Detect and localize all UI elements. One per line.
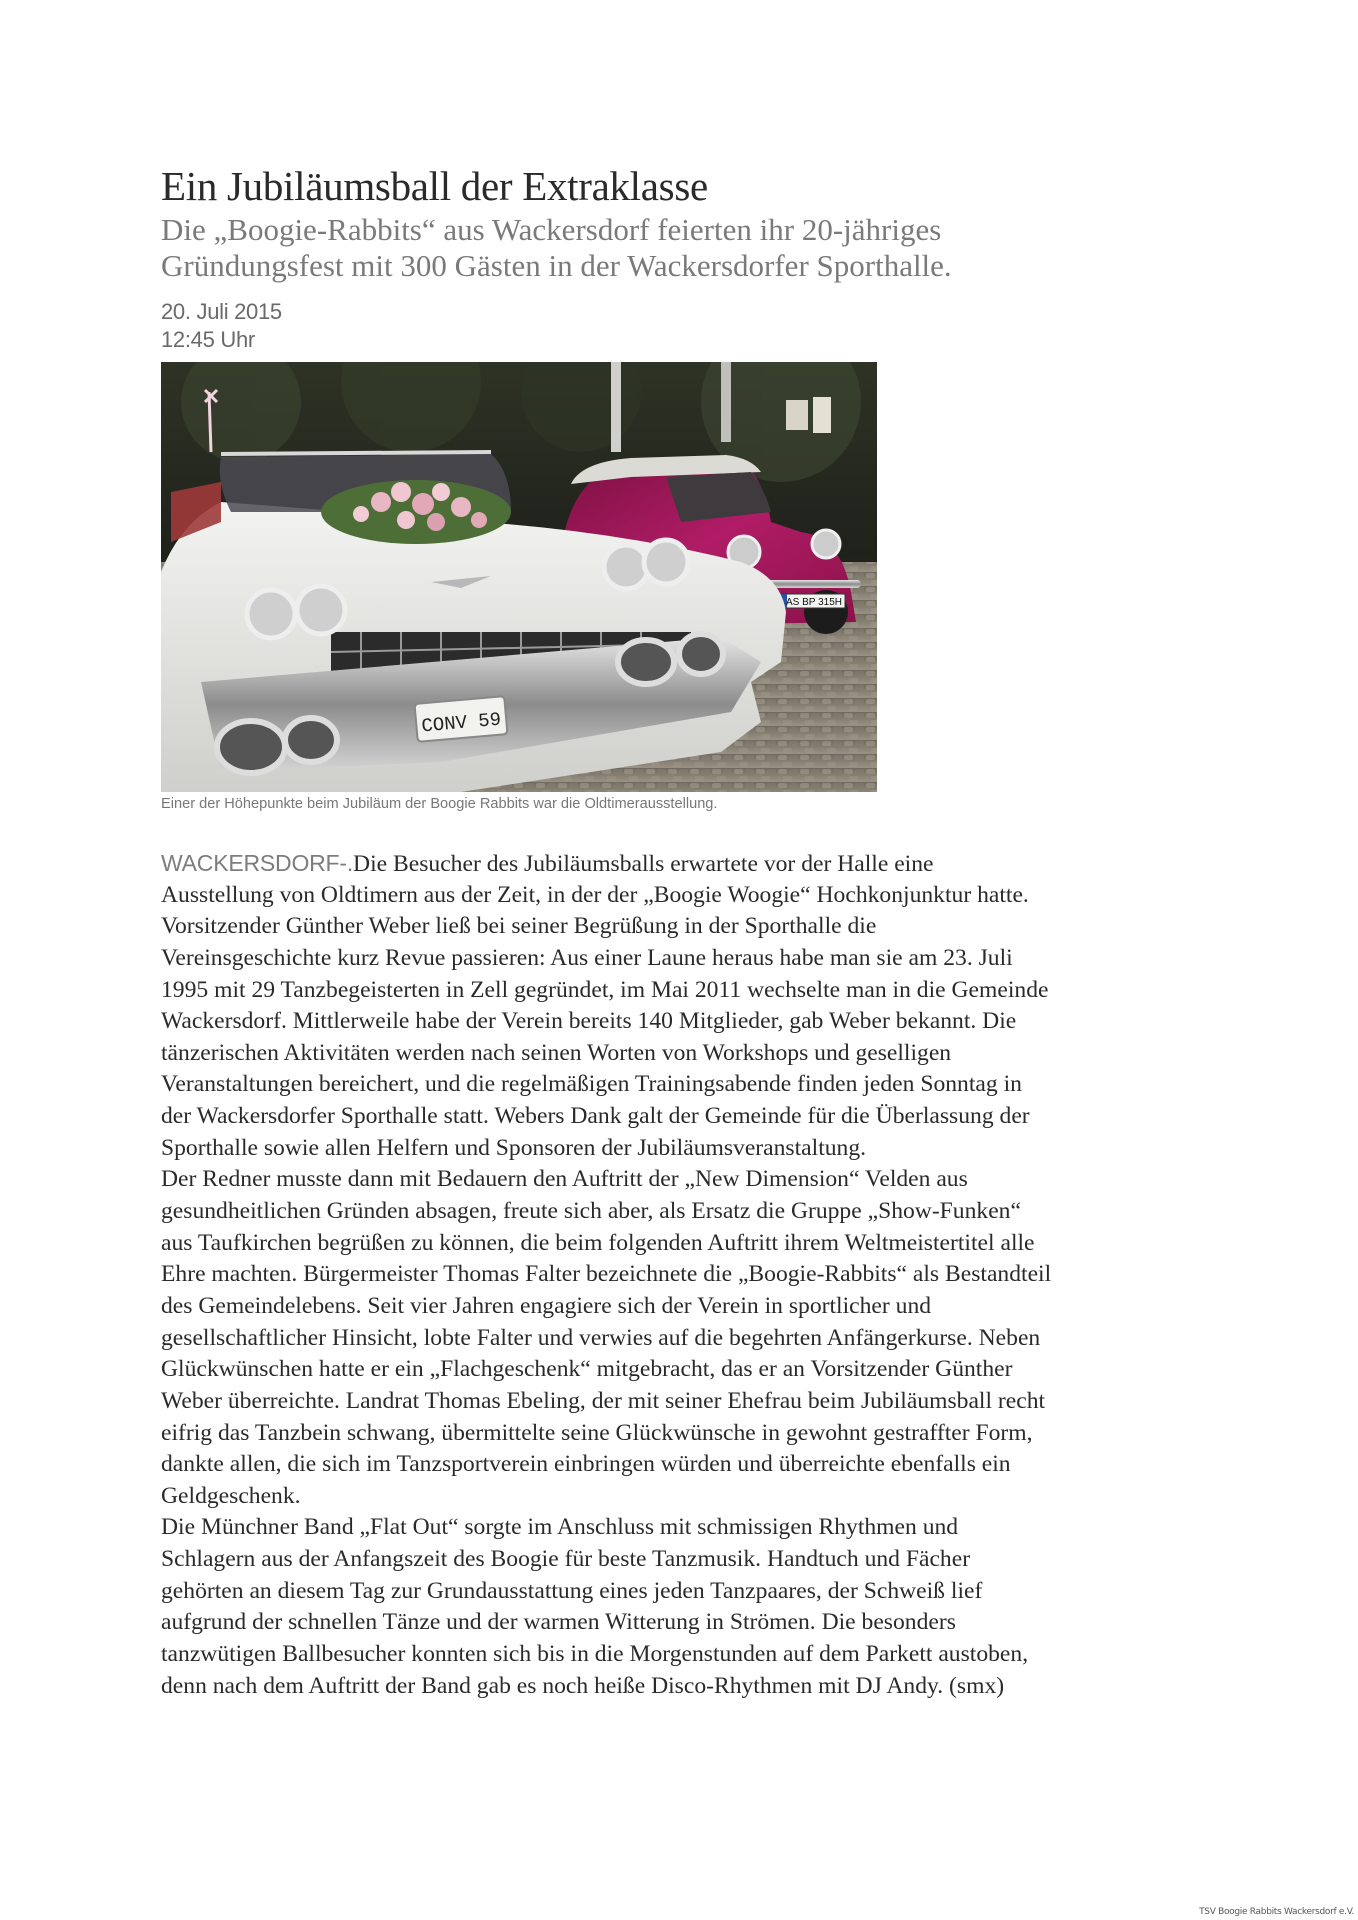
body-line: gesundheitlichen Gründen absagen, freute sich aber, als Ersatz die Gruppe „Show-Funken“	[161, 1198, 1021, 1225]
body-line: Sporthalle sowie allen Helfern und Sponsoren der Jubiläumsveranstaltung.	[161, 1134, 867, 1161]
article-title: Ein Jubiläumsball der Extraklasse	[161, 163, 708, 209]
body-line: eifrig das Tanzbein schwang, übermittelte seine Glückwünsche in gewohnt gestraffter Form,	[161, 1419, 1033, 1446]
article-subtitle	[161, 212, 952, 284]
body-line: Vorsitzender Günther Weber ließ bei seiner Begrüßung in der Sporthalle die	[161, 913, 877, 940]
body-line: aus Taufkirchen begrüßen zu können, die beim folgenden Auftritt ihrem Weltmeistertitel alle	[161, 1229, 1035, 1256]
body-line: Weber überreichte. Landrat Thomas Ebeling, der mit seiner Ehefrau beim Jubiläumsball recht	[161, 1387, 1046, 1414]
body-line: Wackersdorf. Mittlerweile habe der Verein bereits 140 Mitglieder, gab Weber bekannt. Die	[161, 1008, 1017, 1035]
article-body	[161, 848, 1201, 1702]
body-first-line: Die Besucher des Jubiläumsballs erwartete vor der Halle eine	[353, 851, 934, 877]
body-line: gehörten an diesem Tag zur Grundausstattung eines jeden Tanzpaares, der Schweiß lief	[161, 1577, 983, 1604]
flower-bouquet	[321, 480, 511, 544]
publish-date: 20. Juli 2015	[161, 299, 282, 324]
body-line: Veranstaltungen bereichert, und die regelmäßigen Trainingsabende finden jeden Sonntag in	[161, 1071, 1022, 1098]
dateline: WACKERSDORF-.	[161, 850, 354, 876]
body-line: der Wackersdorfer Sporthalle statt. Webers Dank galt der Gemeinde für die Überlassung der	[161, 1103, 1030, 1130]
footer-watermark: TSV Boogie Rabbits Wackersdorf e.V.	[1199, 1907, 1354, 1917]
subtitle-line: Gründungsfest mit 300 Gästen in der Wackersdorfer Sporthalle.	[161, 248, 952, 283]
body-line: Ehre machten. Bürgermeister Thomas Falter bezeichnete die „Boogie-Rabbits“ als Bestandteil	[161, 1261, 1052, 1288]
body-line: Ausstellung von Oldtimern aus der Zeit, in der der „Boogie Woogie“ Hochkonjunktur hatte.	[161, 881, 1029, 908]
body-line: denn nach dem Auftritt der Band gab es noch heiße Disco-Rhythmen mit DJ Andy. (smx)	[161, 1672, 1005, 1699]
building-pillar	[611, 362, 621, 452]
body-line: Glückwünschen hatte er ein „Flachgeschenk“ mitgebracht, das er an Vorsitzender Günther	[161, 1356, 1013, 1383]
poster	[786, 400, 808, 430]
body-line: tanzwütigen Ballbesucher konnten sich bis in die Morgenstunden auf dem Parkett austoben,	[161, 1641, 1029, 1668]
body-line: gesellschaftlicher Hinsicht, lobte Falter und verwies auf die begehrten Anfängerkurse. Neben	[161, 1324, 1041, 1351]
body-line: Schlagern aus der Anfangszeit des Boogie für beste Tanzmusik. Handtuch und Fächer	[161, 1546, 971, 1573]
publish-time: 12:45 Uhr	[161, 327, 255, 352]
body-line: Der Redner musste dann mit Bedauern den Auftritt der „New Dimension“ Velden aus	[161, 1166, 968, 1193]
article-photo	[161, 362, 877, 792]
plate-back: AS BP 315H	[786, 597, 842, 608]
body-line: Die Münchner Band „Flat Out“ sorgte im Anschluss mit schmissigen Rhythmen und	[161, 1514, 959, 1541]
body-line	[161, 848, 1201, 880]
body-line: Vereinsgeschichte kurz Revue passieren: Aus einer Laune heraus habe man sie am 23. Juli	[161, 944, 1013, 971]
body-line: aufgrund der schnellen Tänze und der warmen Witterung in Strömen. Die besonders	[161, 1609, 956, 1636]
body-line: tänzerischen Aktivitäten werden nach seinen Worten von Workshops und geselligen	[161, 1039, 952, 1066]
subtitle-line: Die „Boogie-Rabbits“ aus Wackersdorf feierten ihr 20-jähriges	[161, 212, 942, 247]
body-line: dankte allen, die sich im Tanzsportverein einbringen würden und überreichte ebenfalls ein	[161, 1451, 1011, 1478]
body-line: 1995 mit 29 Tanzbegeisterten in Zell gegründet, im Mai 2011 wechselte man in die Gemeinde	[161, 976, 1049, 1003]
body-line: Geldgeschenk.	[161, 1482, 301, 1509]
body-line: des Gemeindelebens. Seit vier Jahren engagiere sich der Verein in sportlicher und	[161, 1292, 932, 1319]
article-meta	[161, 298, 282, 354]
photo-caption: Einer der Höhepunkte beim Jubiläum der Boogie Rabbits war die Oldtimerausstellung.	[161, 796, 718, 812]
plate-front: CONV 59	[420, 708, 503, 738]
